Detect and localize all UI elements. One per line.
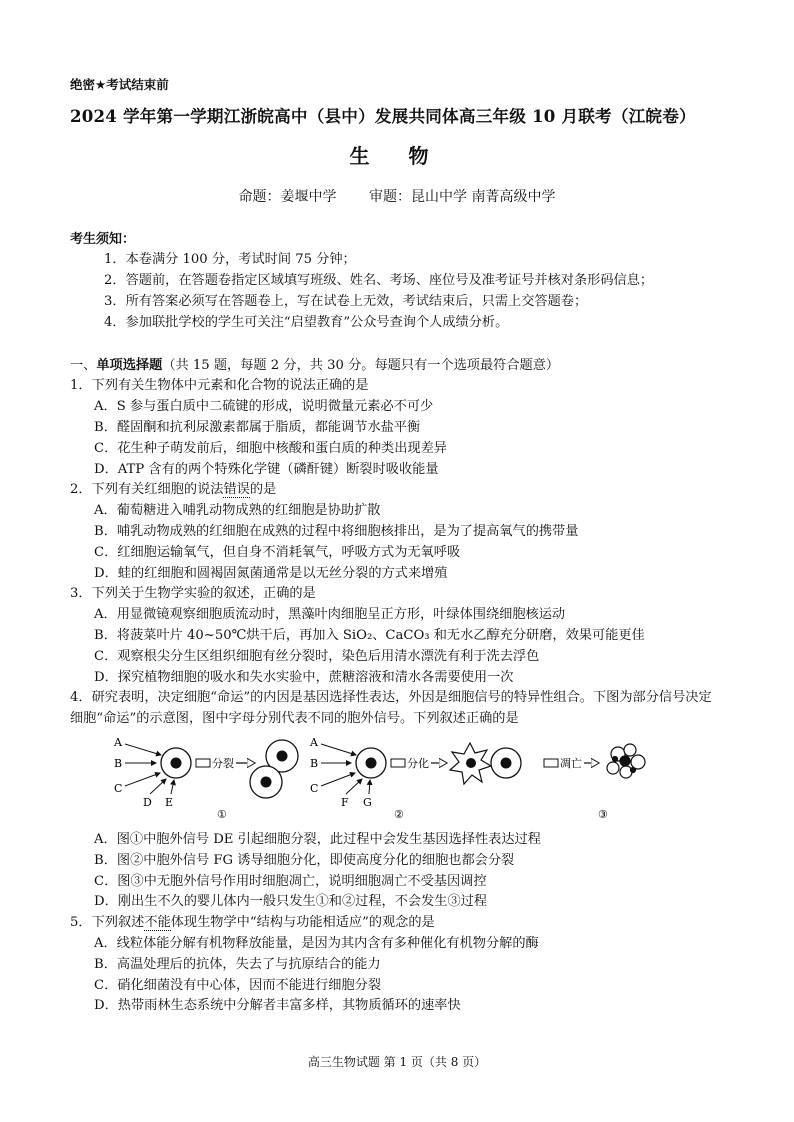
option: C．红细胞运输氧气，但自身不消耗氧气，呼吸方式为无氧呼吸 [94, 544, 461, 560]
option: A．图①中胞外信号 DE 引起细胞分裂，此过程中会发生基因选择性表达过程 [94, 831, 541, 847]
question-3-stem: 3．下列关于生物学实验的叙述，正确的是 [70, 586, 316, 602]
process-label: 分化 [407, 756, 429, 770]
setter: 命题：姜堰中学 [238, 188, 337, 205]
option: A．葡萄糖进入哺乳动物成熟的红细胞是协助扩散 [94, 503, 381, 519]
process-label: 凋亡 [560, 756, 582, 770]
signal-label: D [143, 795, 152, 809]
option: C．硝化细菌没有中心体，因而不能进行细胞分裂 [94, 977, 382, 993]
stem-text: 5．下列叙述 [70, 915, 145, 931]
signal-label: F [341, 795, 349, 809]
notice-heading: 考生须知： [70, 231, 136, 247]
option: B．将菠菜叶片 40~50℃烘干后，再加入 SiO₂、CaCO₃ 和无水乙醇充分研磨，效果可能更佳 [94, 627, 645, 643]
process-label: 分裂 [212, 756, 234, 770]
signal-label: B [310, 756, 319, 770]
signal-label: E [165, 795, 174, 809]
option: A．用显微镜观察细胞质流动时，黑藻叶肉细胞呈正方形，叶绿体围绕细胞核运动 [94, 607, 566, 623]
question-1-stem: 1．下列有关生物体中元素和化合物的说法正确的是 [70, 378, 369, 394]
emphasis-mark: 不能 [144, 915, 171, 931]
panel-differentiation [309, 736, 491, 821]
option: D．探究植物细胞的吸水和失水实验中，蔗糖溶液和清水各需要使用一次 [94, 669, 514, 685]
stem-text: 2．下列有关红细胞的说法 [70, 482, 224, 498]
emphasis-mark: 错误 [223, 482, 250, 498]
signal-label: B [114, 756, 123, 770]
exam-title: 2024 学年第一学期江浙皖高中（县中）发展共同体高三年级 10 月联考（江皖卷） [70, 106, 696, 126]
cell-fate-diagram [70, 732, 724, 828]
stem-text: 的是 [249, 482, 277, 498]
signal-label: G [363, 795, 372, 809]
section-note: （共 15 题，每题 2 分，共 30 分。每题只有一个选项最符合题意） [162, 357, 560, 373]
cell-fate-figure [70, 732, 724, 828]
signal-label: A [310, 735, 318, 749]
figure-caption: ① [217, 807, 227, 821]
option: D．刚出生不久的婴儿体内一般只发生①和②过程，不会发生③过程 [94, 894, 488, 910]
option: D．ATP 含有的两个特殊化学键（磷酐键）断裂时吸收能量 [94, 461, 439, 477]
option: B．哺乳动物成熟的红细胞在成熟的过程中将细胞核排出，是为了提高氧气的携带量 [94, 523, 579, 539]
option: D．蛙的红细胞和圆褐固氮菌通常是以无丝分裂的方式来增殖 [94, 565, 448, 581]
option: A．线粒体能分解有机物释放能量，是因为其内含有多种催化有机物分解的酶 [94, 935, 539, 951]
section-heading [70, 356, 724, 377]
option: C．观察根尖分生区组织细胞有丝分裂时，染色后用清水漂洗有利于洗去浮色 [94, 648, 540, 664]
signal-label: A [114, 735, 122, 749]
panel-division [113, 736, 298, 821]
option: C．花生种子萌发前后，细胞中核酸和蛋白质的种类出现差异 [94, 440, 447, 456]
question-4-stem: 4．研究表明，决定细胞“命运”的内因是基因选择性表达，外因是细胞信号的特异性组合。下图为部分信号决定细胞“命运”的示意图，图中字母分别代表不同的胞外信号。下列叙述正确的是 [70, 690, 712, 727]
section-prefix: 一、 [70, 357, 97, 373]
committee-line [70, 187, 724, 208]
section-title: 单项选择题 [96, 357, 163, 373]
question-2-stem [70, 480, 724, 501]
option: A．S 参与蛋白质中二硫键的形成，说明微量元素必不可少 [94, 399, 434, 415]
notice-item: 3．所有答案必须写在答题卷上，写在试卷上无效，考试结束后，只需上交答题卷； [104, 293, 588, 309]
figure-caption: ② [394, 807, 404, 821]
page-footer: 高三生物试题 第 1 页（共 8 页） [307, 1055, 487, 1069]
notice-item: 4．参加联批学校的学生可关注“启望教育”公众号查询个人成绩分析。 [104, 314, 509, 330]
notice-item: 2．答题前，在答题卷指定区域填写班级、姓名、考场、座位号及准考证号并核对条形码信息； [104, 273, 654, 289]
figure-caption: ③ [598, 807, 608, 821]
reviewer: 审题：昆山中学 南菁高级中学 [369, 188, 556, 205]
panel-apoptosis [491, 744, 645, 821]
option: C．图③中无胞外信号作用时细胞凋亡，说明细胞凋亡不受基因调控 [94, 873, 487, 889]
option: B．醛固酮和抗利尿激素都属于脂质，都能调节水盐平衡 [94, 419, 421, 435]
notice-item: 1．本卷满分 100 分，考试时间 75 分钟； [104, 252, 356, 268]
option: B．图②中胞外信号 FG 诱导细胞分化，即使高度分化的细胞也都会分裂 [94, 852, 515, 868]
question-5-stem [70, 913, 724, 934]
signal-label: C [310, 781, 319, 795]
stem-text: 体现生物学中“结构与功能相适应”的观念的是 [170, 915, 435, 931]
apoptotic-bodies [607, 744, 645, 778]
subject-title: 生 物 [349, 144, 445, 168]
option: D．热带雨林生态系统中分解者丰富多样，其物质循环的速率快 [94, 998, 461, 1014]
signal-label: C [114, 781, 123, 795]
secret-label: 绝密★考试结束前 [70, 77, 169, 92]
option: B．高温处理后的抗体，失去了与抗原结合的能力 [94, 956, 381, 972]
